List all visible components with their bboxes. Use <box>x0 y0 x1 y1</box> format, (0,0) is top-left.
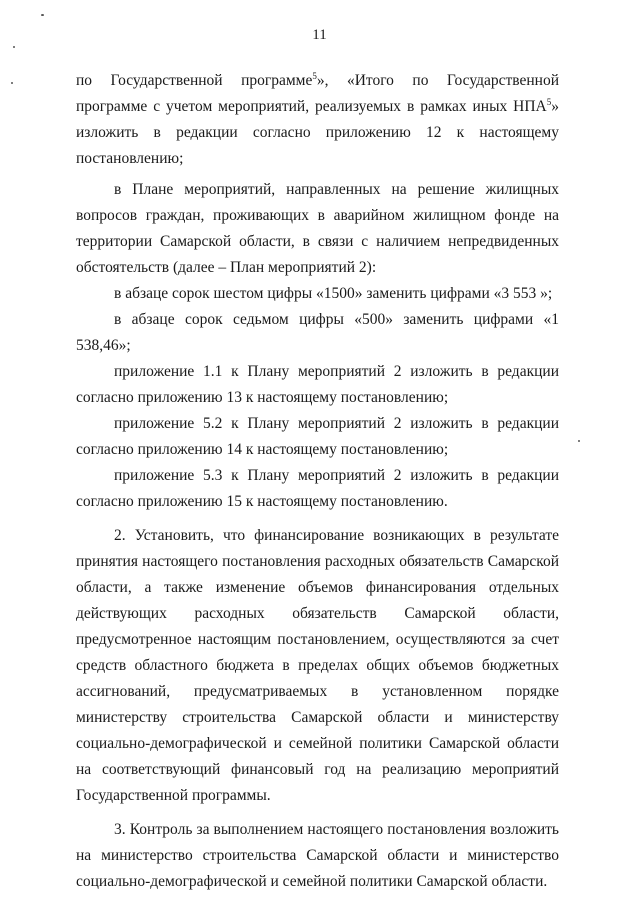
paragraph-amend-47: в абзаце сорок седьмом цифры «500» заменить цифрами «1 538,46»; <box>76 311 559 354</box>
text-fragment: по Государственной программе <box>76 72 313 89</box>
paragraph-clause-2: 2. Установить, что финансирование возникающих в результате принятия настоящего постановления расходных обязательств Самарской области, а также изменение объемов финансирования отдельных действующих расходных обязательств Самарской области, предусмотренное настоящим постановлением, осуществляются за счет средств областного бюджета в пределах общих объемов бюджетных ассигнований, предусматриваемых в установленном порядке министерству строительства Самарской области и министерству социально-демографической и семейной политики Самарской области на соответствующий финансовый год на реализацию мероприятий Государственной программы. <box>76 527 559 804</box>
footnote-ref: 5 <box>546 96 552 107</box>
scan-speck <box>11 82 13 84</box>
scan-speck <box>13 46 15 48</box>
document-body <box>76 68 559 895</box>
paragraph-amend-46: в абзаце сорок шестом цифры «1500» заменить цифрами «3 553 »; <box>114 285 553 302</box>
footnote-ref: 5 <box>312 70 317 81</box>
paragraph-appendix-5-2: приложение 5.2 к Плану мероприятий 2 изложить в редакции согласно приложению 14 к настоящему постановлению; <box>76 415 559 458</box>
scan-speck <box>578 440 580 442</box>
paragraph-plan-intro: в Плане мероприятий, направленных на решение жилищных вопросов граждан, проживающих в аварийном жилищном фонде на территории Самарской области, в связи с наличием непредвиденных обстоятельств (далее – План мероприятий 2): <box>76 181 559 276</box>
text-fragment: » изложить в редакции согласно приложению 12 к настоящему постановлению; <box>76 98 559 167</box>
paragraph-clause-3: 3. Контроль за выполнением настоящего постановления возложить на министерство строительства Самарской области и министерство социально-демографической и семейной политики Самарской области. <box>76 821 559 890</box>
text-fragment: », «Итого по Государственной программе с учетом мероприятий, реализуемых в рамках иных НПА <box>76 72 560 115</box>
page-number: 11 <box>312 27 327 43</box>
paragraph-1 <box>76 68 559 172</box>
scan-speck <box>41 14 44 16</box>
paragraph-appendix-5-3: приложение 5.3 к Плану мероприятий 2 изложить в редакции согласно приложению 15 к настоящему постановлению. <box>76 467 559 510</box>
paragraph-appendix-1-1: приложение 1.1 к Плану мероприятий 2 изложить в редакции согласно приложению 13 к настоящему постановлению; <box>76 363 559 406</box>
